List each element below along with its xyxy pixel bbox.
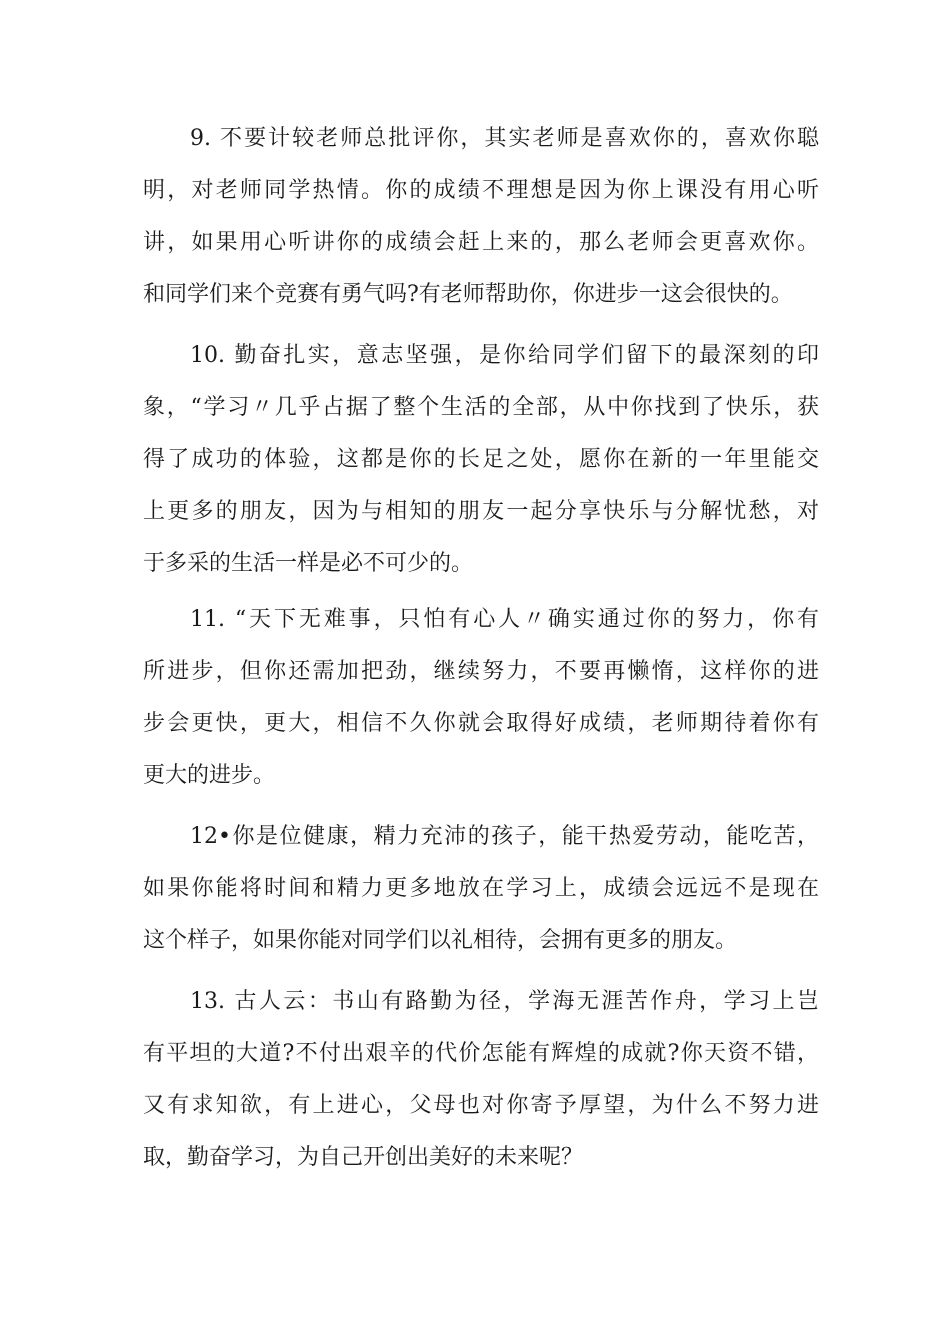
paragraph-line: 10. 勤奋扎实，意志坚强，是你给同学们留下的最深刻的印 xyxy=(190,343,819,368)
paragraph-13 xyxy=(143,976,819,1184)
paragraph-line: 象，“学习〃几乎占据了整个生活的全部，从中你找到了快乐，获 xyxy=(143,395,819,420)
paragraph-line: 所进步，但你还需加把劲，继续努力，不要再懒惰，这样你的进 xyxy=(143,659,819,684)
paragraph-line: 又有求知欲，有上进心，父母也对你寄予厚望，为什么不努力进 xyxy=(143,1093,819,1118)
paragraph-line: 12•你是位健康，精力充沛的孩子，能干热爱劳动，能吃苦， xyxy=(190,824,819,849)
paragraph-line: 得了成功的体验，这都是你的长足之处，愿你在新的一年里能交 xyxy=(143,447,819,472)
paragraph-9 xyxy=(143,113,819,321)
paragraph-line: 和同学们来个竞赛有勇气吗?有老师帮助你，你进步一这会很快的。 xyxy=(143,282,793,307)
paragraph-line: 步会更快，更大，相信不久你就会取得好成绩，老师期待着你有 xyxy=(143,711,819,736)
paragraph-line: 于多采的生活一样是必不可少的。 xyxy=(143,551,474,576)
paragraph-line: 这个样子，如果你能对同学们以礼相待，会拥有更多的朋友。 xyxy=(143,928,738,953)
paragraph-10 xyxy=(143,330,819,590)
paragraph-line: 上更多的朋友，因为与相知的朋友一起分享快乐与分解忧愁，对 xyxy=(143,499,819,524)
paragraph-line: 讲，如果用心听讲你的成绩会赶上来的，那么老师会更喜欢你。 xyxy=(143,230,819,255)
paragraph-line: 明，对老师同学热情。你的成绩不理想是因为你上课没有用心听 xyxy=(143,178,819,203)
paragraph-line: 更大的进步。 xyxy=(143,763,276,788)
paragraph-line: 如果你能将时间和精力更多地放在学习上，成绩会远远不是现在 xyxy=(143,876,819,901)
paragraph-line: 9. 不要计较老师总批评你，其实老师是喜欢你的，喜欢你聪 xyxy=(190,126,819,151)
paragraph-line: 取，勤奋学习，为自己开创出美好的未来呢？ xyxy=(143,1145,584,1170)
paragraph-line: 11. “天下无难事，只怕有心人〃确实通过你的努力，你有 xyxy=(190,607,819,632)
paragraph-line: 有平坦的大道?不付出艰辛的代价怎能有辉煌的成就?你天资不错， xyxy=(143,1041,819,1066)
paragraph-12 xyxy=(143,811,819,967)
paragraph-11 xyxy=(143,594,819,802)
paragraph-line: 13. 古人云：书山有路勤为径，学海无涯苦作舟，学习上岂 xyxy=(190,989,819,1014)
